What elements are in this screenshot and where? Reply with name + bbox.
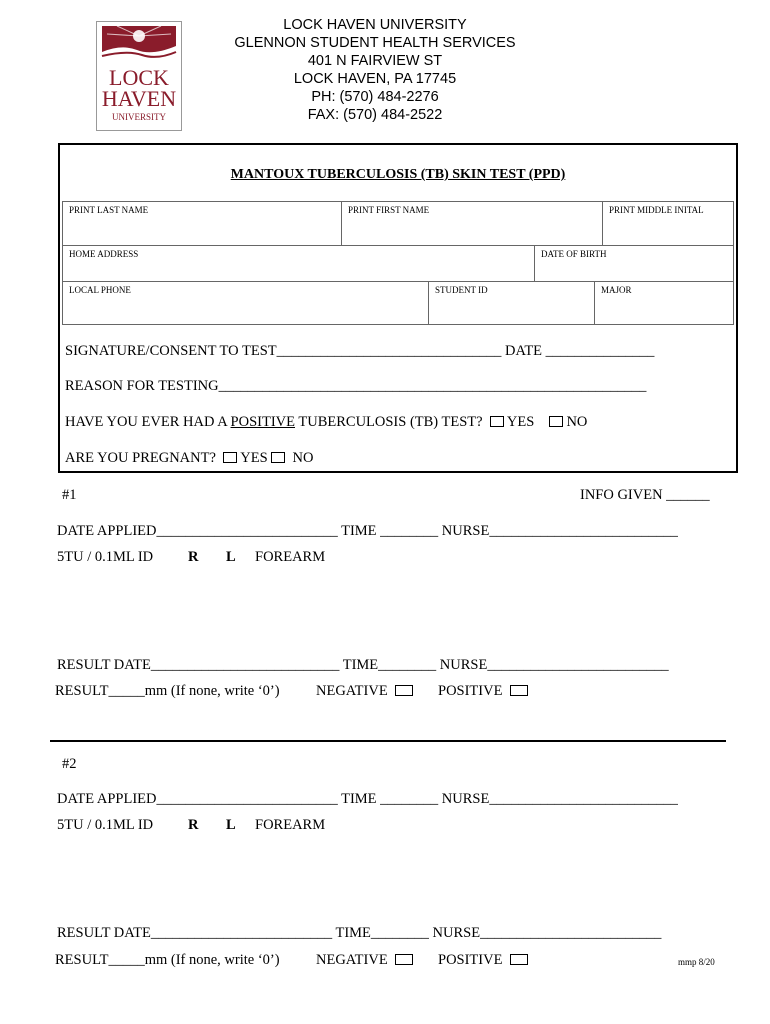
first-name-field[interactable] [341, 201, 603, 246]
test-2-result-date-line[interactable]: RESULT DATE_________________________ TIME________ NURSE_________________________ [57, 925, 662, 941]
first-name-label: PRINT FIRST NAME [348, 205, 430, 215]
positive-yes-label: YES [506, 414, 535, 430]
info-given-line[interactable]: INFO GIVEN ______ [580, 487, 710, 503]
university-logo [96, 21, 182, 131]
test-2-number: #2 [62, 756, 77, 772]
test-2-left-option[interactable]: L [226, 817, 236, 833]
pregnant-question [65, 450, 313, 467]
form-title: MANTOUX TUBERCULOSIS (TB) SKIN TEST (PPD) [230, 167, 566, 182]
test-1-result-date-line[interactable]: RESULT DATE__________________________ TIME________ NURSE_________________________ [57, 657, 669, 673]
form-revision-code: mmp 8/20 [678, 957, 715, 967]
positive-q-prefix: HAVE YOU EVER HAD A [65, 414, 231, 430]
student-id-field[interactable] [428, 281, 595, 325]
major-field[interactable] [594, 281, 734, 325]
logo-word-lock: LOCK [109, 65, 169, 90]
pregnant-no-label: NO [292, 450, 314, 466]
header-line-6: FAX: (570) 484-2522 [307, 107, 443, 123]
logo-word-university: UNIVERSITY [112, 112, 166, 122]
test-2-result-line[interactable]: RESULT_____mm (If none, write ‘0’) [55, 952, 280, 968]
test-1-right-option[interactable]: R [188, 549, 199, 565]
test-1-number: #1 [62, 487, 77, 503]
test-1-result-line[interactable]: RESULT_____mm (If none, write ‘0’) [55, 683, 280, 699]
test-2-negative-label: NEGATIVE [316, 952, 388, 968]
pregnant-yes-checkbox[interactable] [223, 452, 237, 463]
home-address-label: HOME ADDRESS [69, 249, 139, 259]
test-1-negative-option [316, 683, 413, 700]
section-divider [50, 740, 726, 742]
middle-initial-label: PRINT MIDDLE INITAL [609, 205, 704, 215]
test-1-positive-label: POSITIVE [438, 683, 503, 699]
signature-consent-line[interactable]: SIGNATURE/CONSENT TO TEST_______________________________ DATE _______________ [65, 343, 655, 359]
local-phone-label: LOCAL PHONE [69, 285, 131, 295]
test-2-positive-option [438, 952, 528, 969]
local-phone-field[interactable] [62, 281, 429, 325]
test-1-positive-option [438, 683, 528, 700]
test-1-date-applied-line[interactable]: DATE APPLIED_________________________ TIME ________ NURSE__________________________ [57, 523, 678, 539]
major-label: MAJOR [601, 285, 632, 295]
header-line-1: LOCK HAVEN UNIVERSITY [283, 17, 467, 33]
middle-initial-field[interactable] [602, 201, 734, 246]
last-name-field[interactable] [62, 201, 342, 246]
positive-yes-checkbox[interactable] [490, 416, 504, 427]
positive-tb-question [65, 414, 587, 431]
header-block [210, 16, 540, 124]
student-id-label: STUDENT ID [435, 285, 488, 295]
test-1-left-option[interactable]: L [226, 549, 236, 565]
test-1-negative-checkbox[interactable] [395, 685, 413, 696]
test-2-negative-checkbox[interactable] [395, 954, 413, 965]
positive-no-label: NO [566, 414, 588, 430]
positive-no-checkbox[interactable] [549, 416, 563, 427]
positive-q-emphasis: POSITIVE [230, 414, 295, 430]
test-2-negative-option [316, 952, 413, 969]
home-address-field[interactable] [62, 245, 535, 282]
date-of-birth-field[interactable] [534, 245, 734, 282]
test-2-forearm-label: FOREARM [255, 817, 326, 833]
pregnant-no-checkbox[interactable] [271, 452, 285, 463]
test-2-positive-label: POSITIVE [438, 952, 503, 968]
date-of-birth-label: DATE OF BIRTH [541, 249, 607, 259]
header-line-5: PH: (570) 484-2276 [311, 89, 439, 105]
reason-for-testing-line[interactable]: REASON FOR TESTING___________________________________________________________ [65, 378, 647, 394]
positive-q-suffix: TUBERCULOSIS (TB) TEST? [295, 414, 483, 430]
pregnant-yes-label: YES [240, 450, 268, 466]
test-1-forearm-label: FOREARM [255, 549, 326, 565]
last-name-label: PRINT LAST NAME [69, 205, 149, 215]
test-2-positive-checkbox[interactable] [510, 954, 528, 965]
header-line-2: GLENNON STUDENT HEALTH SERVICES [234, 35, 516, 51]
test-2-date-applied-line[interactable]: DATE APPLIED_________________________ TIME ________ NURSE__________________________ [57, 791, 678, 807]
header-line-3: 401 N FAIRVIEW ST [307, 53, 443, 69]
header-line-4: LOCK HAVEN, PA 17745 [293, 71, 457, 87]
logo-word-haven: HAVEN [101, 86, 177, 111]
test-1-positive-checkbox[interactable] [510, 685, 528, 696]
test-1-dose: 5TU / 0.1ML ID [57, 549, 154, 565]
pregnant-q-label: ARE YOU PREGNANT? [65, 450, 216, 466]
test-1-negative-label: NEGATIVE [316, 683, 388, 699]
test-2-dose: 5TU / 0.1ML ID [57, 817, 154, 833]
test-2-right-option[interactable]: R [188, 817, 199, 833]
